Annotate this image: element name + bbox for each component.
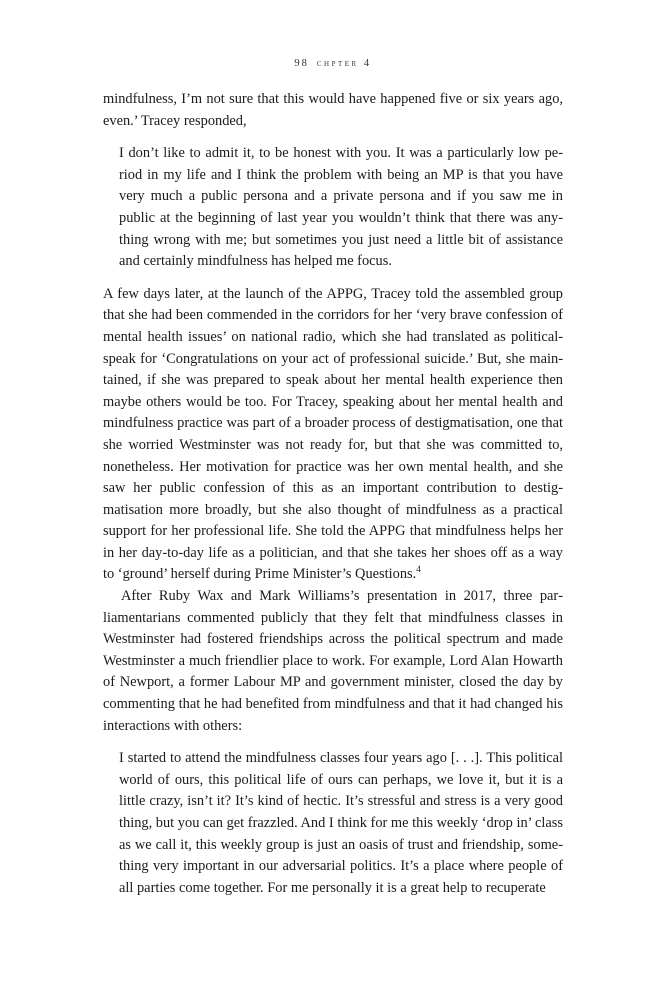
paragraph-3: After Ruby Wax and Mark Williams’s presentation in 2017, three parliamentarians commented publicly that they felt that mindfulness classes in Westminster had fostered friendships across the political spectrum and made Westminster a much friendlier place to work. For example, Lord Alan Howarth of Newport, a former Labour MP and government minister, closed the day by commenting that he had benefited from mindfulness and that it had changed his interactions with others: — [103, 588, 563, 734]
block-quote-1 — [119, 143, 563, 273]
book-page — [103, 58, 563, 910]
block-quote-1-text: I don’t like to admit it, to be honest with you. It was a particularly low period in my life and I think the problem with being an MP is that you have very much a public persona and a private persona and if you saw me in public at the beginning of last year you wouldn’t think that there was anything wrong with me; but sometimes you just need a little bit of assistance and certainly mindfulness has helped me focus. — [119, 145, 563, 270]
block-quote-2-text: I started to attend the mindfulness classes four years ago [. . .]. This political world of ours, this political life of ours can perhaps, we love it, but it is a little crazy, isn’t it? It’s kind of hectic. It’s stressful and stress is a very good thing, but you can get frazzled. And I think for me this weekly ‘drop in’ class as we call it, this weekly group is just an oasis of trust and friendship, something very important in our adversarial politics. It’s a place where people of all parties come together. For me personally it is a great help to recuperate — [119, 750, 563, 896]
paragraph-2 — [103, 284, 563, 586]
running-head — [103, 58, 563, 69]
paragraph-2-text: A few days later, at the launch of the APPG, Tracey told the assembled group that she had been commended in the corridors for her ‘very brave confession of mental health issues’ on national radio, which she had translated as political-speak for ‘Congratulations on your act of professional suicide.’ But, she maintained, if she was prepared to speak about her mental health experience then maybe others would be too. For Tracey, speaking about her mental health and mindfulness practice was part of a broader process of destigmatisation, one that she worried Westminster was not ready for, but that she was committed to, nonetheless. Her motivation for practice was her own mental health, and she saw her public confession of this as an important contribution to destigmatisation more broadly, but she also thought of mindfulness as a practical support for her professional life. She told the APPG that mindfulness helps her in her day-to-day life as a politician, and that she takes her shoes off as a way to ‘ground’ herself during Prime Minister’s Questions. — [103, 285, 563, 583]
paragraph-1: mindfulness, I’m not sure that this would have happened five or six years ago, even.’ Tracey responded, — [103, 91, 563, 129]
block-quote-2 — [119, 748, 563, 899]
page-number: 98 — [294, 58, 309, 69]
footnote-marker: 4 — [416, 564, 421, 575]
chapter-label: chpter 4 — [316, 58, 372, 69]
